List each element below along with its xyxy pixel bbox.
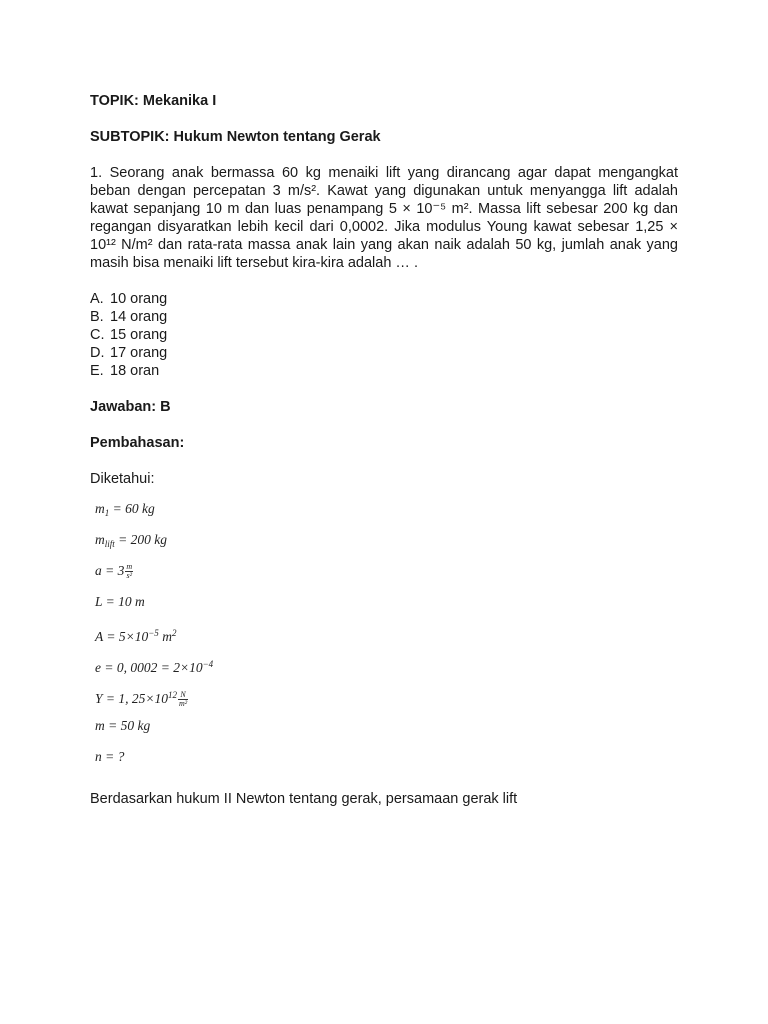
subtopic-heading: SUBTOPIK: Hukum Newton tentang Gerak	[90, 129, 381, 145]
closing-text: Berdasarkan hukum II Newton tentang gerak, persamaan gerak lift	[90, 791, 518, 807]
option-e	[90, 362, 678, 380]
option-letter: B.	[90, 309, 104, 325]
option-c	[90, 326, 678, 344]
answer-options	[90, 290, 678, 380]
fraction: $\frac{N}{\text{m²}}$	[178, 690, 188, 709]
equation-e: e = 0, $0002 = 2\times 10^{-4}$	[95, 659, 214, 675]
option-letter: A.	[90, 291, 104, 307]
question-text: 1. Seorang anak bermassa 60 kg menaiki lift yang dirancang agar dapat mengangkat beban dengan percepatan 3 m/s². Kawat yang digunakan untuk menyangga lift adalah kawat sepanjang 10 m dan luas penampang 5 × 10⁻⁵ m². Massa lift sebesar 200 kg dan regangan disyaratkan lebih kecil dari 0,0002. Jika modulus Young kawat sebesar 1,25 × 10¹² N/m² dan rata-rata massa anak lain yang akan naik adalah 50 kg, jumlah anak yang masih bisa menaiki lift tersebut kira-kira adalah … .	[90, 165, 678, 271]
option-d	[90, 344, 678, 362]
fraction: $\frac{m}{\text{s²}}$	[126, 562, 133, 581]
option-text: 14 orang	[110, 309, 168, 325]
equation-n: n = ?	[95, 749, 125, 764]
option-text: 18 oran	[110, 363, 160, 379]
equation-a: a = 3 $\frac{m}{\text{s²}}$	[95, 562, 133, 581]
answer-heading: Jawaban: B	[90, 399, 171, 415]
option-letter: C.	[90, 327, 105, 343]
equation-L: L = 10 m	[95, 594, 145, 609]
equation-m1: $m_1 = 60$ kg	[95, 501, 155, 518]
topic-heading: TOPIK: Mekanika I	[90, 93, 217, 109]
document-page	[90, 92, 678, 808]
option-text: 10 orang	[110, 291, 168, 307]
option-a	[90, 290, 678, 308]
equation-Y: Y = 1, $25\times 10^{12}$ $\frac{N}{\text{m²}}$	[95, 690, 188, 709]
equation-A: $A = 5\times 10^{-5}$ $m^2$	[95, 628, 177, 644]
option-text: 17 orang	[110, 345, 168, 361]
equation-mlift: $m_{lift} = 200$ kg	[95, 532, 167, 549]
equation-m: m = 50 kg	[95, 718, 151, 733]
known-label: Diketahui:	[90, 471, 155, 487]
option-text: 15 orang	[110, 327, 168, 343]
option-letter: E.	[90, 363, 104, 379]
known-values-list	[95, 500, 678, 779]
discussion-heading: Pembahasan:	[90, 435, 185, 451]
option-letter: D.	[90, 345, 105, 361]
option-b	[90, 308, 678, 326]
